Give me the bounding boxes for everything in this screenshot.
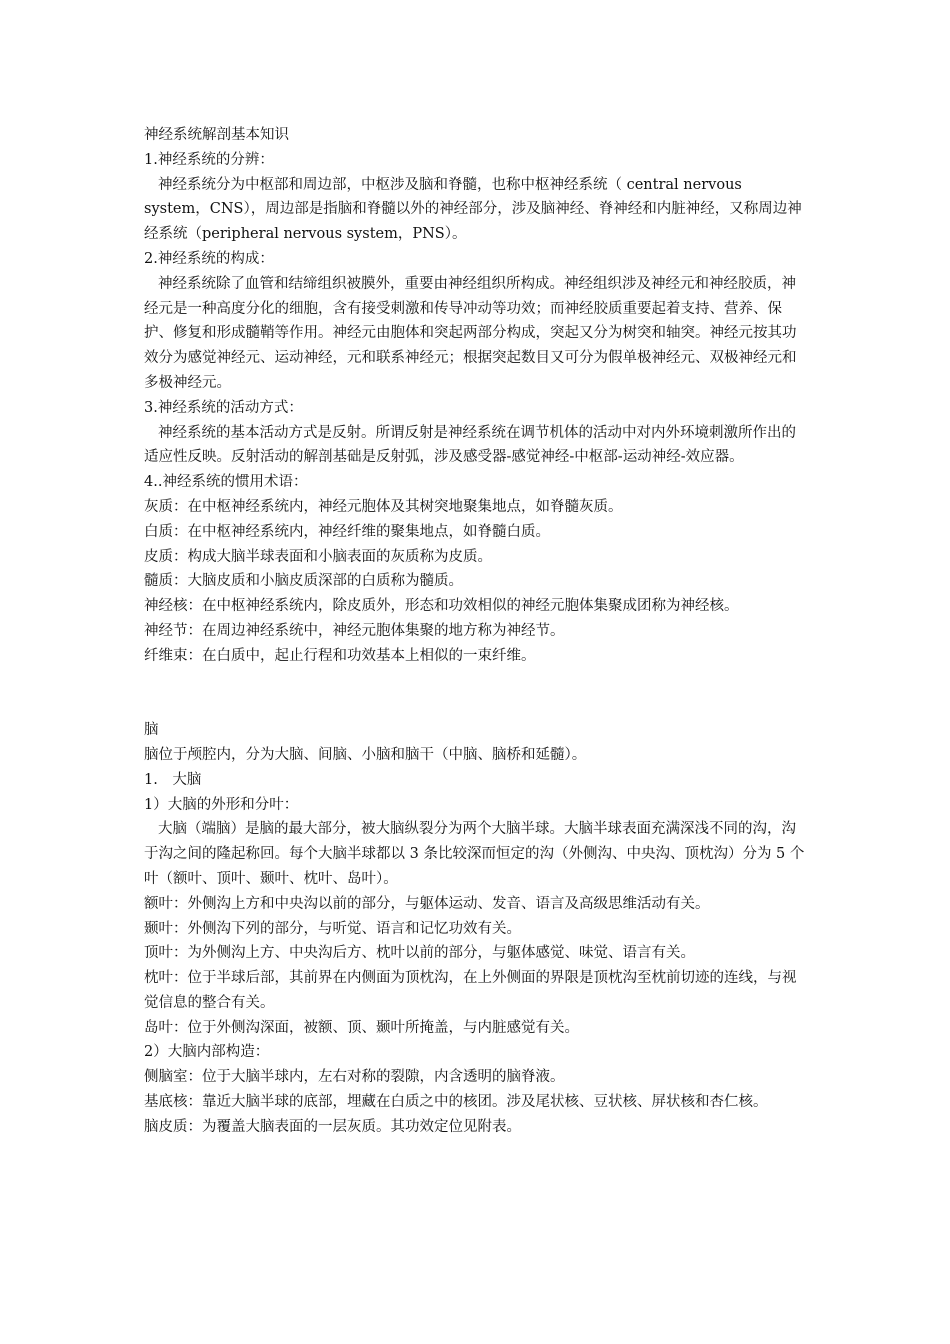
term-definition: 神经节：在周边神经系统中，神经元胞体集聚的地方称为神经节。 [144,622,565,639]
section-heading-1: 1.神经系统的分辨： [144,151,274,168]
section-paragraph-3: 神经系统的基本活动方式是反射。所谓反射是神经系统在调节机体的活动中对内外环境刺激所作出的适应性反映。反射活动的解剖基础是反射弧，涉及感受器-感觉神经-中枢部-运动神经-效应器。 [144,424,796,466]
brain-heading: 脑 [144,722,159,739]
section-heading-2: 2.神经系统的构成： [144,250,274,267]
lobe-definition: 额叶：外侧沟上方和中央沟以前的部分，与躯体运动、发音、语言及高级思维活动有关。 [144,895,710,912]
term-definition: 皮质：构成大脑半球表面和小脑表面的灰质称为皮质。 [144,548,492,565]
lobe-definition: 枕叶：位于半球后部，其前界在内侧面为顶枕沟，在上外侧面的界限是顶枕沟至枕前切迹的连线，与视觉信息的整合有关。 [144,970,797,1011]
term-definition: 髓质：大脑皮质和小脑皮质深部的白质称为髓质。 [144,573,463,590]
internal-structure: 侧脑室：位于大脑半球内，左右对称的裂隙，内含透明的脑脊液。 [144,1069,565,1086]
term-definition: 纤维束：在白质中，起止行程和功效基本上相似的一束纤维。 [144,647,536,664]
section-paragraph-1: 神经系统分为中枢部和周边部，中枢涉及脑和脊髓，也称中枢神经系统（ central nervous system，CNS），周边部是指脑和脊髓以外的神经部分，涉及脑神经、脊神经和内脏神经，又称周边神经系统（peripheral nervous system，PNS）。 [144,176,802,243]
subsection-heading-2: 2）大脑内部构造： [144,1044,270,1061]
brain-intro: 脑位于颅腔内，分为大脑、间脑、小脑和脑干（中脑、脑桥和延髓）。 [144,746,587,763]
term-definition: 白质：在中枢神经系统内，神经纤维的聚集地点，如脊髓白质。 [144,523,550,540]
internal-structure: 基底核：靠近大脑半球的底部，埋藏在白质之中的核团。涉及尾状核、豆状核、屏状核和杏仁核。 [144,1094,768,1111]
term-definition: 灰质：在中枢神经系统内，神经元胞体及其树突地聚集地点，如脊髓灰质。 [144,498,623,515]
subsection-heading-1: 1）大脑的外形和分叶： [144,796,299,813]
lobe-definition: 顶叶：为外侧沟上方、中央沟后方、枕叶以前的部分，与躯体感觉、味觉、语言有关。 [144,945,695,962]
lobe-definition: 颞叶：外侧沟下列的部分，与听觉、语言和记忆功效有关。 [144,920,521,937]
section-spacer [144,669,808,719]
cerebrum-heading: 1. 大脑 [144,771,202,788]
subsection-paragraph-1: 大脑（端脑）是脑的最大部分，被大脑纵裂分为两个大脑半球。大脑半球表面充满深浅不同的沟，沟于沟之间的隆起称回。每个大脑半球都以 3 条比较深而恒定的沟（外侧沟、中央沟、顶枕沟）分为 5 个叶（额叶、顶叶、颞叶、枕叶、岛叶）。 [144,821,805,887]
document-body [144,123,808,1140]
section-heading-4: 4..神经系统的惯用术语： [144,474,308,491]
section-paragraph-2: 神经系统除了血管和结缔组织被膜外，重要由神经组织所构成。神经组织涉及神经元和神经胶质，神经元是一种高度分化的细胞，含有接受刺激和传导冲动等功效；而神经胶质重要起着支持、营养、保护、修复和形成髓鞘等作用。神经元由胞体和突起两部分构成，突起又分为树突和轴突。神经元按其功效分为感觉神经元、运动神经，元和联系神经元；根据突起数目又可分为假单极神经元、双极神经元和多极神经元。 [144,275,797,391]
document-title: 神经系统解剖基本知识 [144,127,289,143]
lobe-definition: 岛叶：位于外侧沟深面，被额、顶、颞叶所掩盖，与内脏感觉有关。 [144,1019,579,1036]
section-heading-3: 3.神经系统的活动方式： [144,399,303,416]
term-definition: 神经核：在中枢神经系统内，除皮质外，形态和功效相似的神经元胞体集聚成团称为神经核。 [144,598,739,615]
internal-structure: 脑皮质：为覆盖大脑表面的一层灰质。其功效定位见附表。 [144,1118,521,1135]
